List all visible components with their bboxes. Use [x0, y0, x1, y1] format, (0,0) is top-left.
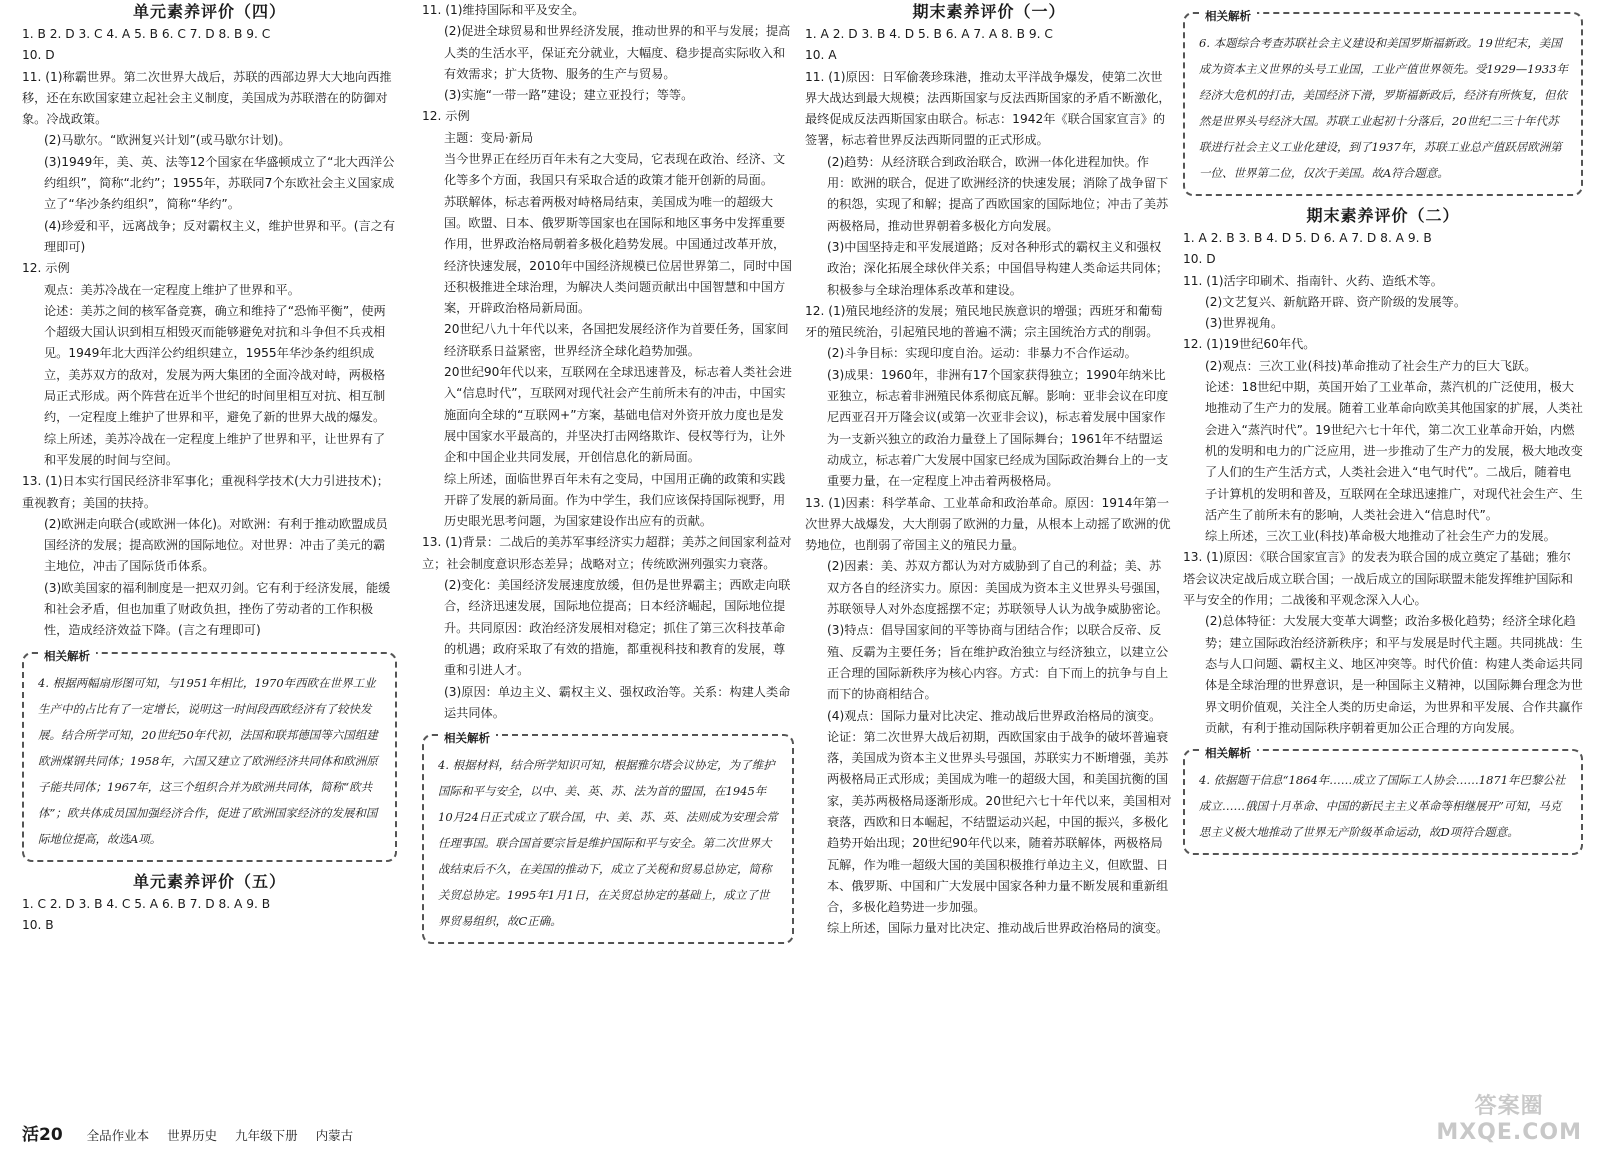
unit4-title: 单元素养评价（四）: [132, 2, 286, 21]
answer-line: 苏联解体，标志着两极对峙格局结束，美国成为唯一的超级大国。欧盟、日本、俄罗斯等国家也在国际和地区事务中发挥重要作用，世界政治格局朝着多极化趋势发展。中国通过改革开放，经济快速发展，2010年中国经济规模已位居世界第二，同时中国还积极推进全球治理，为解决人类问题贡献出中国智慧和中国方案，开辟政治格局新局面。: [444, 194, 792, 316]
answer-line: (3)1949年，美、英、法等12个国家在华盛顿成立了“北大西洋公约组织”，简称“北约”；1955年，苏联同7个东欧社会主义国家成立了“华沙条约组织”，简称“华约”。: [44, 154, 395, 212]
answer-line: 10. B: [22, 917, 54, 932]
final1-title: 期末素养评价（一）: [912, 2, 1066, 21]
watermark: [1436, 1094, 1582, 1146]
page-footer: [22, 1120, 367, 1145]
analysis-text: 4. 根据两幅扇形图可知，与1951年相比，1970年西欧在世界工业生产中的占比有了一定增长，说明这一时间段西欧经济有了较快发展。结合所学可知，20世纪50年代初，法国和联邦德国等六国组建欧洲煤钢共同体；1958年，六国又建立了欧洲经济共同体和欧洲原子能共同体；1967年，这三个组织合并为欧洲共同体，简称“欧共体”；欧共体成员国加强经济合作，促进了欧洲国家经济的发展和国际地位提高，故选A项。: [38, 675, 378, 846]
unit4-answers: [22, 24, 397, 642]
unit5-answers: [22, 894, 397, 937]
analysis-text: 4. 根据材料，结合所学知识可知，根据雅尔塔会议协定，为了维护国际和平与安全，以中、美、英、苏、法为首的盟国，在1945年10月24日正式成立了联合国，中、美、苏、英、法则成为安理会常任理事国。联合国首要宗旨是维护国际和平与安全。第二次世界大战结束后不久，在美国的推动下，成立了关税和贸易总协定，简称关贸总协定。1995年1月1日，在关贸总协定的基础上，成立了世界贸易组织，故C正确。: [438, 758, 778, 929]
region-name: 内蒙古: [315, 1128, 354, 1143]
unit5-title: 单元素养评价（五）: [132, 871, 286, 891]
book-name: 全品作业本: [86, 1128, 150, 1143]
answer-line: 1. A 2. B 3. B 4. D 5. D 6. A 7. D 8. A 9. B: [1183, 231, 1432, 245]
analysis-text: 6. 本题综合考查苏联社会主义建设和美国罗斯福新政。19世纪末，美国成为资本主义世界的头号工业国，工业产值世界领先。受1929—1933年经济大危机的打击，美国经济下滑，罗斯福新政后，经济有所恢复，但依然是世界头号经济大国。苏联工业起初十分落后，20世纪二三十年代苏联进行社会主义工业化建设，到了1937年，苏联工业总产值跃居欧洲第一位、世界第二位，仅次于美国。故A符合题意。: [1199, 36, 1569, 180]
answer-line: 10. A: [805, 48, 837, 63]
answer-line: 20世纪八九十年代以来，各国把发展经济作为首要任务，国家间经济联系日益紧密，世界经济全球化趋势加强。: [444, 322, 789, 358]
answer-line: 论述：18世纪中期，英国开始了工业革命，蒸汽机的广泛使用，极大地推动了生产力的发展。随着工业革命向欧美其他国家的扩展，人类社会进入“蒸汽时代”。19世纪六七十年代，第二次工业革命开始，内燃机的发明和电力的广泛应用，进一步推动了生产力的发展，极大地改变了人们的生产生活方式，人类社会进入“电气时代”。二战后，随着电子计算机的发明和普及，互联网在全球迅速推广，对现代社会生产、生活产生了前所未有的影响，人类社会进入“信息时代”。: [1205, 380, 1583, 522]
analysis-box-unit4: [22, 648, 397, 862]
final2-answers: [1183, 228, 1583, 739]
column-4: [1183, 0, 1583, 863]
subject-name: 世界历史: [167, 1128, 218, 1143]
answer-line: 1. B 2. D 3. C 4. A 5. B 6. C 7. D 8. B 9. C: [22, 27, 271, 41]
answer-line: 主题：变局·新局: [444, 130, 534, 145]
answer-line: 综上所述，三次工业(科技)革命极大地推动了社会生产力的发展。: [1205, 529, 1556, 544]
answer-line: (2)变化：美国经济发展速度放缓，但仍是世界霸主；西欧走向联合，经济迅速发展，国际地位提高；日本经济崛起，国际地位提升。共同原因：政治经济发展相对稳定；抓住了第三次科技革命的机遇；政府采取了有效的措施，都重视科技和教育的发展，尊重和引进人才。: [444, 578, 791, 678]
answer-line: (2)欧洲走向联合(或欧洲一体化)。对欧洲：有利于推动欧盟成员国经济的发展；提高欧洲的国际地位。对世界：冲击了美元的霸主地位，冲击了国际货币体系。: [44, 516, 388, 574]
analysis-label: 相关解析: [38, 643, 96, 669]
answer-line: (2)总体特征：大发展大变革大调整；政治多极化趋势；经济全球化趋势；建立国际政治经济新秩序；和平与发展是时代主题。共同挑战：生态与人口问题、霸权主义、地区冲突等。时代价值：构建人类命运共同体是全球治理的世界意识，是一种国际主义精神，以国际舞台理念为世界文明价值观，关注全人类的历史命运，为世界和平发展、合作共赢作贡献，有利于推动国际秩序朝着更加公正合理的方向发展。: [1205, 614, 1583, 735]
answer-line: 10. D: [1183, 252, 1216, 267]
column-1: [22, 0, 397, 936]
answer-line: (2)文艺复兴、新航路开辟、资产阶级的发展等。: [1205, 294, 1467, 309]
answer-line: (2)观点：三次工业(科技)革命推动了社会生产力的巨大飞跃。: [1205, 358, 1537, 373]
answer-line: (2)斗争目标：实现印度自治。运动：非暴力不合作运动。: [827, 346, 1137, 361]
answer-line: 综上所述，面临世界百年未有之变局，中国用正确的政策和实践开辟了发展的新局面。作为中学生，我们应该保持国际视野，用历史眼光思考问题，为国家建设作出应有的贡献。: [444, 471, 786, 529]
answer-line: 20世纪90年代以来，互联网在全球迅速普及，标志着人类社会进入“信息时代”，互联网对现代社会产生前所未有的冲击，中国实施面向全球的“互联网+”方案，基础电信对外资开放力度也是发展中国家水平最高的，并坚决打击网络欺诈、侵权等行为，让外企和中国企业共同发展，开创信息化的新局面。: [444, 365, 792, 465]
answer-line: 综上所述，美苏冷战在一定程度上维护了世界和平，让世界有了和平发展的时间与空间。: [44, 431, 386, 467]
answer-line: (2)趋势：从经济联合到政治联合，欧洲一体化进程加快。作用：欧洲的联合，促进了欧洲经济的快速发展；消除了战争留下的积怨，实现了和解；提高了西欧国家的国际地位；冲击了美苏两极格局，推动世界朝着多极化方向发展。: [827, 154, 1169, 233]
analysis-box-final1: [1183, 9, 1583, 196]
analysis-box-final2: [1183, 746, 1583, 855]
answer-line: 论述：美苏之间的核军备竞赛，确立和维持了“恐怖平衡”，使两个超级大国认识到相互相毁灭而能够避免对抗和斗争但不兵戎相见。1949年北大西洋公约组织建立，1955年华沙条约组织成立，美苏双方的敌对，发展为两大集团的全面冷战对峙，两极格局正式形成。两个阵营在近半个世纪的时间里相互对抗、相互制约，一定程度上维护了世界和平，避免了新的世界大战的爆发。: [44, 303, 386, 425]
answer-line: 11. (1)原因：日军偷袭珍珠港，推动太平洋战争爆发，使第二次世界大战达到最大规模；法西斯国家与反法西斯国家的矛盾不断激化，最终促成反法西斯国家由联合。标志：1942年《联合国家宣言》的签署，标志着世界反法西斯同盟的正式形成。: [805, 69, 1171, 148]
answer-line: (3)实施“一带一路”建设；建立亚投行；等等。: [444, 88, 694, 103]
unit5-answers-continued: [422, 0, 794, 724]
watermark-line2: MXQE.COM: [1436, 1120, 1582, 1145]
answer-line: (3)原因：单边主义、霸权主义、强权政治等。关系：构建人类命运共同体。: [444, 684, 791, 720]
answer-line: (3)中国坚持走和平发展道路；反对各种形式的霸权主义和强权政治；深化拓展全球伙伴关系；中国倡导构建人类命运共同体；积极参与全球治理体系改革和建设。: [827, 239, 1169, 297]
final2-title: 期末素养评价（二）: [1306, 206, 1460, 225]
final1-answers: [805, 24, 1173, 940]
analysis-text: 4. 依据题干信息“1864年……成立了国际工人协会……1871年巴黎公社成立……俄国十月革命、中国的新民主主义革命等相继展开”可知，马克思主义极大地推动了世界无产阶级革命运动，故D项符合题意。: [1199, 773, 1566, 840]
answer-line: (3)世界视角。: [1205, 316, 1284, 331]
answer-line: (3)成果：1960年，非洲有17个国家获得独立；1990年纳米比亚独立，标志着非洲殖民体系彻底瓦解。影响：亚非会议在印度尼西亚召开万隆会议(或第一次亚非会议)，标志着发展中国家作为一支新兴独立的政治力量登上了国际舞台；1961年不结盟运动成立，标志着广大发展中国家已经成为国际政治舞台上的一支重要力量，在一定程度上冲击着两极格局。: [827, 367, 1169, 489]
page-number: 活20: [22, 1125, 63, 1145]
answer-line: 12. (1)殖民地经济的发展；殖民地民族意识的增强；西班牙和葡萄牙的殖民统治，引起殖民地的普遍不满；宗主国统治方式的削弱。: [805, 303, 1163, 340]
answer-line: 10. D: [22, 48, 55, 63]
answer-line: 13. (1)因素：科学革命、工业革命和政治革命。原因：1914年第一次世界大战爆发，大大削弱了欧洲的力量，从根本上动摇了欧洲的优势地位，也削弱了帝国主义的殖民力量。: [805, 495, 1171, 553]
answer-line: 1. C 2. D 3. B 4. C 5. A 6. B 7. D 8. A 9. B: [22, 896, 271, 911]
answer-line: 12. (1)19世纪60年代。: [1183, 337, 1316, 352]
answer-line: 12. 示例: [22, 261, 70, 276]
answer-line: 13. (1)日本实行国民经济非军事化；重视科学技术(大力引进技术)；重视教育；美国的扶持。: [22, 474, 389, 510]
answer-line: 综上所述，国际力量对比决定、推动战后世界政治格局的演变。: [827, 921, 1169, 936]
watermark-line1: 答案圈: [1474, 1094, 1544, 1119]
answer-line: 11. (1)称霸世界。第二次世界大战后，苏联的西部边界大大地向西推移，还在东欧国家建立起社会主义制度，美国成为苏联潜在的防御对象。冷战政策。: [22, 69, 392, 127]
answer-line: 当今世界正在经历百年未有之大变局，它表现在政治、经济、文化等多个方面，我国只有采取合适的政策才能开创新的局面。: [444, 152, 786, 188]
column-3: [805, 0, 1173, 940]
answer-line: 13. (1)背景：二战后的美苏军事经济实力超群；美苏之间国家利益对立；社会制度意识形态差异；战略对立；传统欧洲列强实力衰落。: [422, 535, 792, 571]
analysis-box-unit5: [422, 731, 794, 944]
answer-line: 11. (1)活字印刷术、指南针、火药、造纸术等。: [1183, 273, 1443, 288]
answer-line: 观点：美苏冷战在一定程度上维护了世界和平。: [44, 282, 300, 297]
answer-line: 11. (1)维持国际和平及安全。: [422, 3, 585, 17]
analysis-label: 相关解析: [1199, 740, 1257, 766]
grade-name: 九年级下册: [235, 1128, 298, 1143]
answer-line: 论证：第二次世界大战后初期，西欧国家由于战争的破坏普遍衰落，美国成为资本主义世界头号强国，苏联实力不断增强，美苏两极格局正式形成；美国成为唯一的超级大国，和美国抗衡的国家，美苏两极格局逐渐形成。20世纪六七十年代以来，美国相对衰落，西欧和日本崛起，不结盟运动兴起，中国的振兴，多极化趋势开始出现；20世纪90年代以来，随着苏联解体，两极格局瓦解，作为唯一超级大国的美国积极推行单边主义，但欧盟、日本、俄罗斯、中国和广大发展中国家各种力量不断发展和重新组合，多极化趋势进一步加强。: [827, 729, 1172, 915]
answer-line: (3)欧美国家的福利制度是一把双刃剑。它有利于经济发展，能缓和社会矛盾，但也加重了财政负担，挫伤了劳动者的工作积极性，造成经济效益下降。(言之有理即可): [44, 580, 391, 638]
answer-line: (2)促进全球贸易和世界经济发展，推动世界的和平与发展；提高人类的生活水平，保证充分就业，大幅度、稳步提高实际收入和有效需求；扩大货物、服务的生产与贸易。: [444, 24, 791, 81]
answer-line: (3)特点：倡导国家间的平等协商与团结合作；以联合反帝、反殖、反霸为主要任务；旨在维护政治独立与经济独立，以建立公正合理的国际新秩序为核心内容。方式：自下而上的抗争与自上而下的协商相结合。: [827, 623, 1169, 702]
analysis-label: 相关解析: [1199, 3, 1257, 29]
answer-line: 13. (1)原因：《联合国家宣言》的发表为联合国的成立奠定了基础；雅尔塔会议决定战后成立联合国；一战后成立的国际联盟未能发挥维护国际和平与安全的作用；二战後和平观念深入人心。: [1183, 550, 1573, 608]
answer-line: (4)珍爱和平，远离战争；反对霸权主义，维护世界和平。(言之有理即可): [44, 218, 396, 254]
answer-line: (2)马歇尔。“欧洲复兴计划”(或马歇尔计划)。: [44, 133, 291, 148]
answer-line: (2)因素：美、苏双方都认为对方威胁到了自己的利益；美、苏双方各自的经济实力。原因：美国成为资本主义世界头号强国，苏联领导人对外态度摇摆不定；苏联领导人认为战争威胁密论。: [827, 559, 1169, 617]
analysis-label: 相关解析: [438, 725, 496, 751]
answer-line: 12. 示例: [422, 109, 470, 124]
column-2: [422, 0, 794, 952]
answer-line: (4)观点：国际力量对比决定、推动战后世界政治格局的演变。: [827, 708, 1162, 723]
answer-line: 1. A 2. D 3. B 4. D 5. B 6. A 7. A 8. B 9. C: [805, 27, 1053, 41]
